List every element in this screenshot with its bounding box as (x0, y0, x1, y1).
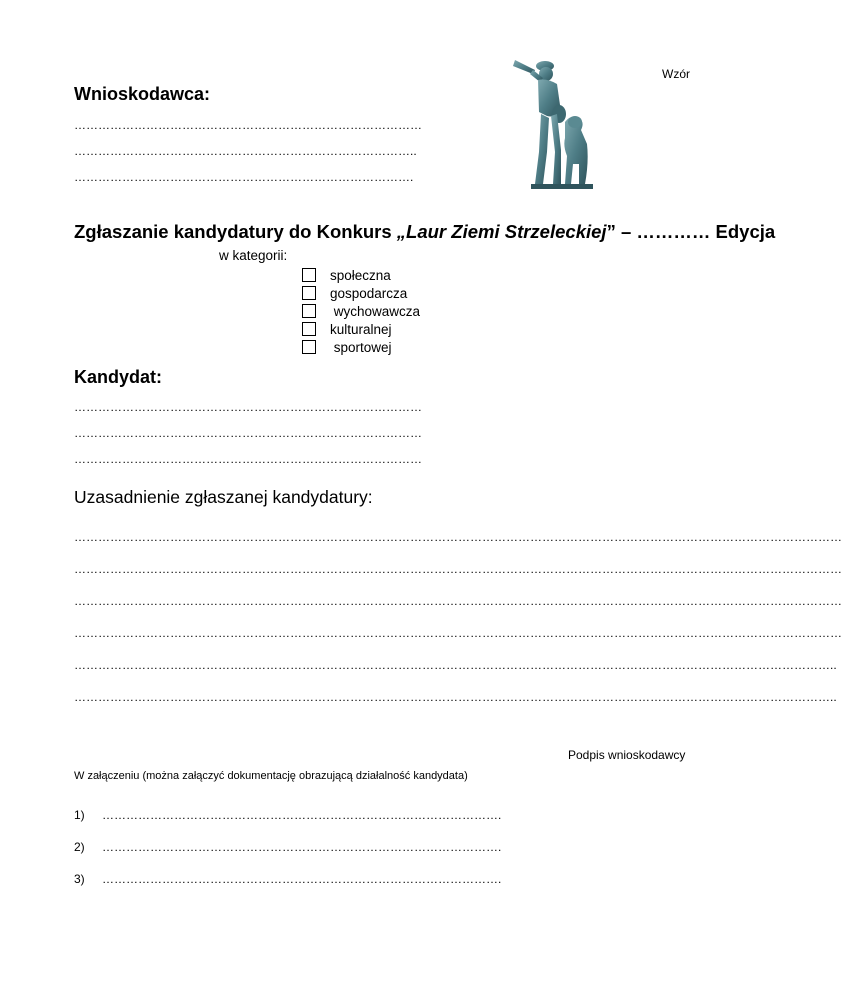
attachment-num-3: 3) (74, 872, 85, 886)
justification-line-3[interactable]: ………………………………………………………………………………………………………………………………………………………………………… (74, 594, 842, 608)
title-suffix: ” – ………… Edycja (606, 221, 776, 242)
justification-line-2[interactable]: ………………………………………………………………………………………………………………………………………………………………………… (74, 562, 842, 576)
checkbox[interactable] (302, 340, 316, 354)
category-text: społeczna (330, 267, 391, 283)
candidate-line-2[interactable]: …………………………………………………………………………… (74, 426, 422, 440)
attachment-line-2[interactable]: ………………………………………………………………………………………. (102, 840, 502, 854)
candidate-line-3[interactable]: …………………………………………………………………………… (74, 452, 422, 466)
category-kulturalnej[interactable] (302, 320, 392, 338)
attachment-line-3[interactable]: ………………………………………………………………………………………. (102, 872, 502, 886)
category-gospodarcza[interactable] (302, 284, 407, 302)
justification-label: Uzasadnienie zgłaszanej kandydatury: (74, 487, 373, 507)
category-text: kulturalnej (330, 321, 392, 337)
justification-line-4[interactable]: ………………………………………………………………………………………………………………………………………………………………………… (74, 626, 842, 640)
attachments-label: W załączeniu (można załączyć dokumentację obrazującą działalność kandydata) (74, 770, 468, 782)
justification-line-5[interactable]: ……………………………………………………………………………………………………………………………………………………………………….. (74, 658, 837, 672)
justification-line-6[interactable]: ……………………………………………………………………………………………………………………………………………………………………….. (74, 690, 837, 704)
statue-hunter-with-dog-icon (505, 52, 605, 192)
title-prefix: Zgłaszanie kandydatury do Konkurs (74, 221, 397, 242)
category-sportowej[interactable] (302, 338, 392, 356)
wzor-label: Wzór (662, 67, 690, 81)
signature-label: Podpis wnioskodawcy (568, 748, 686, 762)
applicant-line-2[interactable]: ………………………………………………………………………….. (74, 144, 417, 158)
checkbox[interactable] (302, 322, 316, 336)
applicant-line-3[interactable]: …………………………………………………………………………. (74, 170, 414, 184)
category-spoleczna[interactable] (302, 266, 391, 284)
category-text: gospodarcza (330, 285, 408, 301)
attachment-num-1: 1) (74, 808, 85, 822)
form-title (74, 221, 775, 243)
applicant-line-1[interactable]: …………………………………………………………………………… (74, 118, 422, 132)
attachment-line-1[interactable]: ………………………………………………………………………………………. (102, 808, 502, 822)
category-text: wychowawcza (330, 303, 421, 319)
justification-line-1[interactable]: ………………………………………………………………………………………………………………………………………………………………………… (74, 530, 842, 544)
title-italic: „Laur Ziemi Strzeleckiej (396, 221, 607, 242)
checkbox[interactable] (302, 268, 316, 282)
category-label: w kategorii: (219, 248, 288, 263)
applicant-label: Wnioskodawca: (74, 84, 211, 104)
attachment-num-2: 2) (74, 840, 85, 854)
category-wychowawcza[interactable] (302, 302, 420, 320)
checkbox[interactable] (302, 286, 316, 300)
checkbox[interactable] (302, 304, 316, 318)
candidate-line-1[interactable]: …………………………………………………………………………… (74, 400, 422, 414)
candidate-label: Kandydat: (74, 367, 163, 387)
category-text: sportowej (330, 339, 392, 355)
